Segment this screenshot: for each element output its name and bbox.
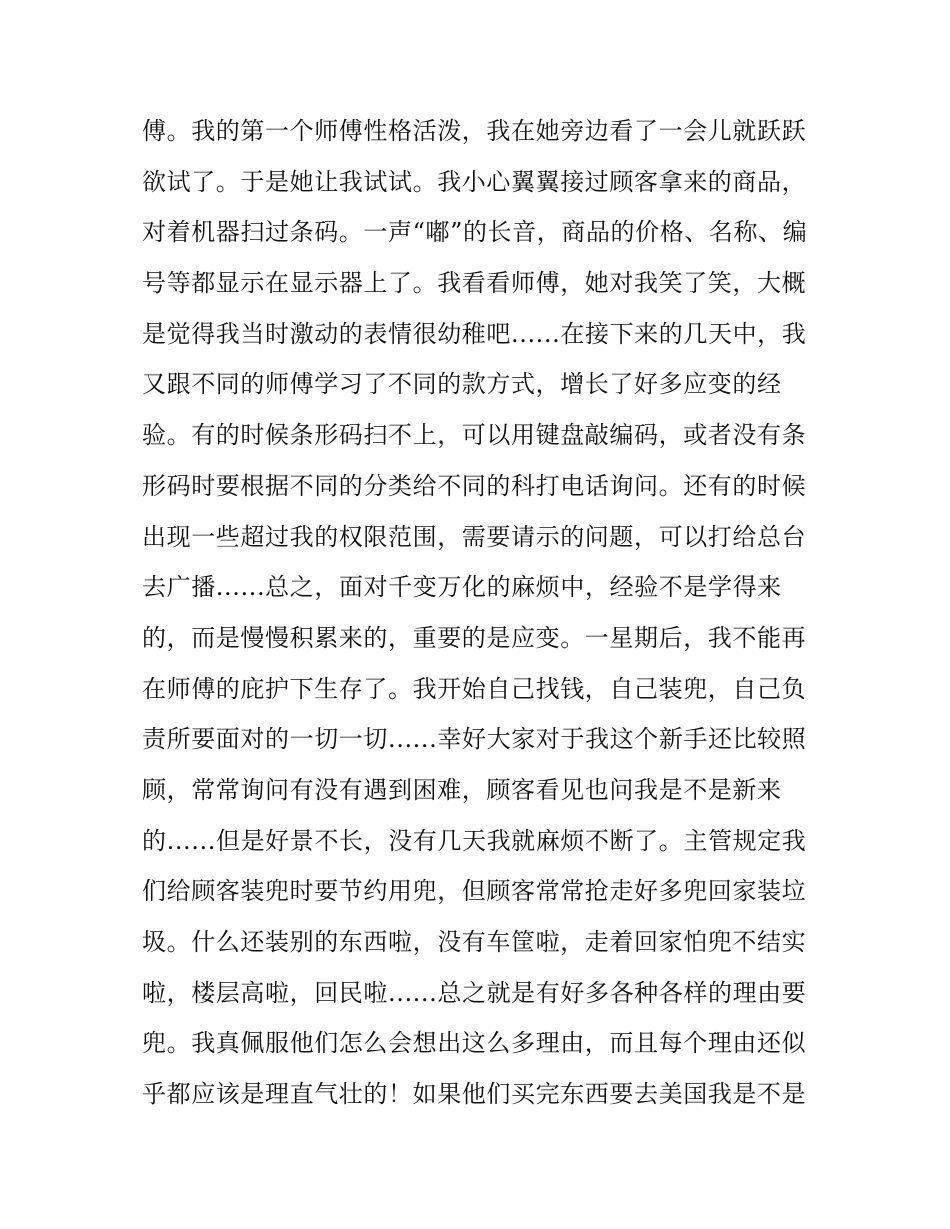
text-line: 责所要面对的一切一切......幸好大家对于我这个新手还比较照: [142, 725, 807, 754]
text-line: 形码时要根据不同的分类给不同的科打电话询问。还有的时候: [142, 471, 807, 500]
text-line: 兜。我真佩服他们怎么会想出这么多理由，而且每个理由还似: [142, 1029, 807, 1058]
text-line: 出现一些超过我的权限范围，需要请示的问题，可以打给总台: [142, 522, 807, 551]
text-line: 顾，常常询问有没有遇到困难，顾客看见也问我是不是新来: [142, 775, 782, 804]
text-line: 在师傅的庇护下生存了。我开始自己找钱，自己装兜，自己负: [142, 674, 807, 703]
text-line: 啦，楼层高啦，回民啦......总之就是有好多各种各样的理由要: [142, 978, 807, 1007]
text-line: 乎都应该是理直气壮的！如果他们买完东西要去美国我是不是: [142, 1080, 807, 1109]
text-line: 是觉得我当时激动的表情很幼稚吧......在接下来的几天中，我: [142, 319, 807, 348]
text-line: 号等都显示在显示器上了。我看看师傅，她对我笑了笑，大概: [142, 269, 807, 298]
text-line: 欲试了。于是她让我试试。我小心翼翼接过顾客拿来的商品，: [142, 167, 807, 196]
text-line: 又跟不同的师傅学习了不同的款方式，增长了好多应变的经: [142, 370, 782, 399]
text-line: 圾。什么还装别的东西啦，没有车筐啦，走着回家怕兜不结实: [142, 928, 807, 956]
text-line: 傅。我的第一个师傅性格活泼，我在她旁边看了一会儿就跃跃: [142, 117, 807, 145]
text-line: 去广播......总之，面对千变万化的麻烦中，经验不是学得来: [142, 573, 782, 602]
body-text: [142, 106, 822, 1120]
text-line: 的......但是好景不长，没有几天我就麻烦不断了。主管规定我: [142, 826, 807, 855]
text-line: 对着机器扫过条码。一声“嘟”的长音，商品的价格、名称、编: [142, 218, 808, 247]
text-line: 们给顾客装兜时要节约用兜，但顾客常常抢走好多兜回家装垃: [142, 877, 807, 906]
text-line: 验。有的时候条形码扫不上，可以用键盘敲编码，或者没有条: [142, 421, 807, 450]
text-line: 的，而是慢慢积累来的，重要的是应变。一星期后，我不能再: [142, 623, 807, 652]
